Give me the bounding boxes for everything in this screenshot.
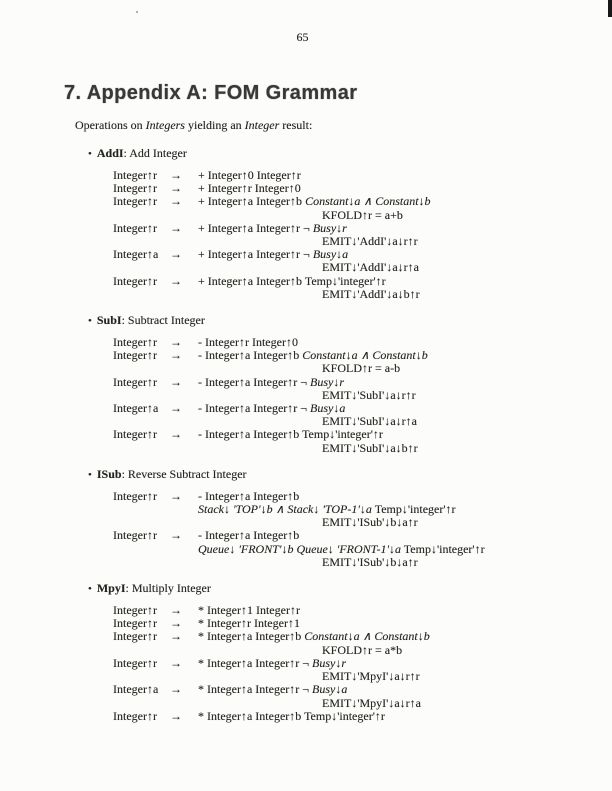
rule-lhs: Integer↑r	[113, 708, 157, 723]
italic-term: Busy↓r	[312, 655, 347, 670]
italic-term: Busy↓r	[312, 220, 347, 235]
rule-rhs: * Integer↑a Integer↑r ¬ Busy↓a	[198, 682, 348, 697]
rule-arrow-icon: →	[170, 194, 182, 209]
italic-term: Queue↓ 'FRONT'↓b Queue↓ 'FRONT-1'↓a	[198, 541, 402, 556]
bullet-icon: •	[88, 468, 92, 481]
grammar-rule	[113, 222, 612, 248]
rule-row	[113, 376, 612, 389]
italic-term: Busy↓a	[312, 247, 349, 262]
rule-arrow-icon: →	[170, 616, 182, 631]
rule-lhs: Integer↑r	[113, 194, 157, 209]
rule-action: KFOLD↑r = a*b	[322, 642, 403, 657]
grammar-section-isub	[0, 455, 612, 569]
rule-action: EMIT↓'SubI'↓a↓b↑r	[322, 440, 418, 455]
rule-rhs: + Integer↑r Integer↑0	[198, 181, 301, 196]
rules-list	[113, 604, 612, 723]
rule-lhs: Integer↑r	[113, 273, 157, 288]
italic-term: Constant↓a ∧ Constant↓b	[302, 348, 428, 363]
section-header	[88, 581, 612, 596]
rule-rhs: - Integer↑a Integer↑r ¬ Busy↓r	[198, 374, 345, 389]
grammar-rule	[113, 529, 612, 569]
rule-rhs: * Integer↑a Integer↑b Constant↓a ∧ Constant↓b	[198, 629, 430, 644]
grammar-rule	[113, 376, 612, 402]
rule-action: EMIT↓'ISub'↓b↓a↑r	[322, 515, 418, 530]
section-title: : Add Integer	[123, 146, 187, 160]
rule-row	[113, 683, 612, 696]
rule-arrow-icon: →	[170, 247, 182, 262]
rule-action: EMIT↓'MpyI'↓a↓r↑a	[322, 695, 421, 710]
italic-term: Busy↓a	[312, 682, 348, 697]
rule-action: EMIT↓'AddI'↓a↓r↑a	[322, 260, 419, 275]
italic-term: Busy↓r	[310, 374, 345, 389]
rule-rhs: * Integer↑1 Integer↑r	[198, 603, 300, 618]
rule-row	[113, 169, 612, 182]
rule-row	[113, 630, 612, 643]
rule-lhs: Integer↑r	[113, 488, 157, 503]
rule-lhs: Integer↑a	[113, 247, 159, 262]
section-header	[88, 313, 612, 328]
rule-arrow-icon: →	[170, 401, 182, 416]
rule-rhs: - Integer↑a Integer↑b Constant↓a ∧ Constant↓b	[198, 348, 428, 363]
grammar-rule	[113, 169, 612, 182]
rule-lhs: Integer↑a	[113, 401, 159, 416]
rule-row	[113, 428, 612, 441]
rule-row	[113, 275, 612, 288]
intro-text: Operations on Integers yielding an Integer result:	[75, 118, 313, 132]
bullet-icon: •	[88, 148, 92, 160]
rule-arrow-icon: →	[170, 629, 182, 644]
grammar-section-addi	[0, 142, 612, 301]
grammar-rule	[113, 683, 612, 709]
rule-rhs: Queue↓ 'FRONT'↓b Queue↓ 'FRONT-1'↓a Temp↓'integer'↑r	[198, 541, 485, 556]
rule-rhs: - Integer↑r Integer↑0	[198, 335, 298, 350]
grammar-rule	[113, 630, 612, 656]
rule-action: EMIT↓'AddI'↓a↓b↑r	[322, 286, 420, 301]
italic-term: Integers	[145, 118, 185, 132]
italic-term: Integer	[244, 118, 280, 132]
rule-rhs: * Integer↑r Integer↑1	[198, 616, 300, 631]
rule-arrow-icon: →	[170, 708, 182, 723]
rule-lhs: Integer↑r	[113, 427, 157, 442]
italic-term: Constant↓a ∧ Constant↓b	[305, 194, 431, 209]
rule-rhs: * Integer↑a Integer↑b Temp↓'integer'↑r	[198, 708, 385, 723]
rule-lhs: Integer↑r	[113, 655, 157, 670]
rules-list	[113, 336, 612, 455]
section-name: AddI	[96, 146, 124, 160]
section-name: SubI	[96, 313, 122, 328]
italic-term: Stack↓ 'TOP'↓b ∧ Stack↓ 'TOP-1'↓a	[198, 502, 372, 517]
section-title: : Reverse Subtract Integer	[121, 466, 247, 481]
rule-lhs	[113, 543, 170, 556]
rule-rhs: + Integer↑a Integer↑r ¬ Busy↓r	[198, 220, 347, 235]
rule-lhs	[113, 503, 170, 516]
rule-lhs: Integer↑r	[113, 168, 157, 182]
rule-arrow-icon: →	[170, 488, 182, 503]
section-header	[88, 467, 612, 482]
rule-arrow-icon	[170, 503, 198, 516]
grammar-rule	[113, 604, 612, 617]
section-name: MpyI	[96, 581, 126, 596]
grammar-rule	[113, 275, 612, 301]
rule-arrow-icon: →	[170, 374, 182, 389]
rule-lhs: Integer↑r	[113, 616, 157, 631]
scan-speck	[136, 11, 138, 13]
grammar-rule	[113, 402, 612, 428]
scan-corner-mark	[608, 0, 612, 17]
rule-lhs: Integer↑a	[113, 682, 159, 697]
rule-arrow-icon: →	[170, 427, 182, 442]
section-name: ISub	[96, 466, 122, 481]
rule-arrow-icon: →	[170, 528, 182, 543]
rule-action: EMIT↓'AddI'↓a↓r↑r	[322, 234, 418, 249]
rule-row	[113, 604, 612, 617]
rule-lhs: Integer↑r	[113, 181, 157, 196]
grammar-sections	[0, 142, 612, 723]
rule-arrow-icon: →	[170, 655, 182, 670]
grammar-rule	[113, 490, 612, 530]
rule-rhs: + Integer↑a Integer↑r ¬ Busy↓a	[198, 247, 349, 262]
rule-rhs: * Integer↑a Integer↑r ¬ Busy↓r	[198, 655, 347, 670]
rule-arrow-icon: →	[170, 168, 182, 182]
page-number: 65	[296, 30, 309, 44]
bullet-icon: •	[88, 315, 92, 328]
grammar-rule	[113, 248, 612, 274]
section-header	[88, 146, 612, 161]
section-title: : Subtract Integer	[121, 313, 205, 328]
rule-arrow-icon: →	[170, 335, 182, 350]
rule-rhs: + Integer↑0 Integer↑r	[198, 168, 301, 182]
rule-lhs: Integer↑r	[113, 348, 157, 363]
rule-arrow-icon: →	[170, 220, 182, 235]
rule-action: KFOLD↑r = a-b	[322, 361, 401, 376]
grammar-rule	[113, 195, 612, 221]
rule-lhs: Integer↑r	[113, 374, 157, 389]
rules-list	[113, 490, 612, 569]
rule-rhs: Stack↓ 'TOP'↓b ∧ Stack↓ 'TOP-1'↓a Temp↓'integer'↑r	[198, 502, 456, 517]
rule-action: EMIT↓'ISub'↓b↓a↑r	[322, 554, 418, 569]
rule-arrow-icon	[170, 543, 198, 556]
rule-action: EMIT↓'SubI'↓a↓r↑a	[322, 414, 417, 429]
rule-arrow-icon: →	[170, 348, 182, 363]
rule-lhs: Integer↑r	[113, 335, 157, 350]
grammar-section-mpyi	[0, 569, 612, 723]
rule-arrow-icon: →	[170, 273, 182, 288]
grammar-section-subi	[0, 301, 612, 455]
rule-rhs: - Integer↑a Integer↑b Temp↓'integer'↑r	[198, 427, 383, 442]
rule-rhs: - Integer↑a Integer↑b	[198, 528, 300, 543]
bullet-icon: •	[88, 583, 92, 596]
italic-term: Busy↓a	[310, 401, 346, 416]
rule-lhs: Integer↑r	[113, 220, 157, 235]
rule-row	[113, 710, 612, 723]
rule-arrow-icon: →	[170, 603, 182, 618]
grammar-rule	[113, 428, 612, 454]
italic-term: Constant↓a ∧ Constant↓b	[304, 629, 430, 644]
rule-action: EMIT↓'MpyI'↓a↓r↑r	[322, 669, 420, 684]
rule-action: KFOLD↑r = a+b	[322, 207, 403, 222]
rule-lhs: Integer↑r	[113, 528, 157, 543]
rules-list	[113, 169, 612, 301]
rule-lhs: Integer↑r	[113, 603, 157, 618]
rule-lhs: Integer↑r	[113, 629, 157, 644]
grammar-rule	[113, 657, 612, 683]
rule-rhs: - Integer↑a Integer↑r ¬ Busy↓a	[198, 401, 346, 416]
rule-arrow-icon: →	[170, 181, 182, 196]
grammar-rule	[113, 710, 612, 723]
section-title: : Multiply Integer	[125, 581, 211, 596]
grammar-rule	[113, 349, 612, 375]
rule-rhs: + Integer↑a Integer↑b Constant↓a ∧ Constant↓b	[198, 194, 431, 209]
rule-arrow-icon: →	[170, 682, 182, 697]
rule-row	[113, 195, 612, 208]
rule-rhs: - Integer↑a Integer↑b	[198, 488, 300, 503]
rule-action: EMIT↓'SubI'↓a↓r↑r	[322, 387, 416, 402]
page-title: 7. Appendix A: FOM Grammar	[64, 82, 358, 104]
rule-rhs: + Integer↑a Integer↑b Temp↓'integer'↑r	[198, 273, 386, 288]
rule-row	[113, 543, 612, 556]
